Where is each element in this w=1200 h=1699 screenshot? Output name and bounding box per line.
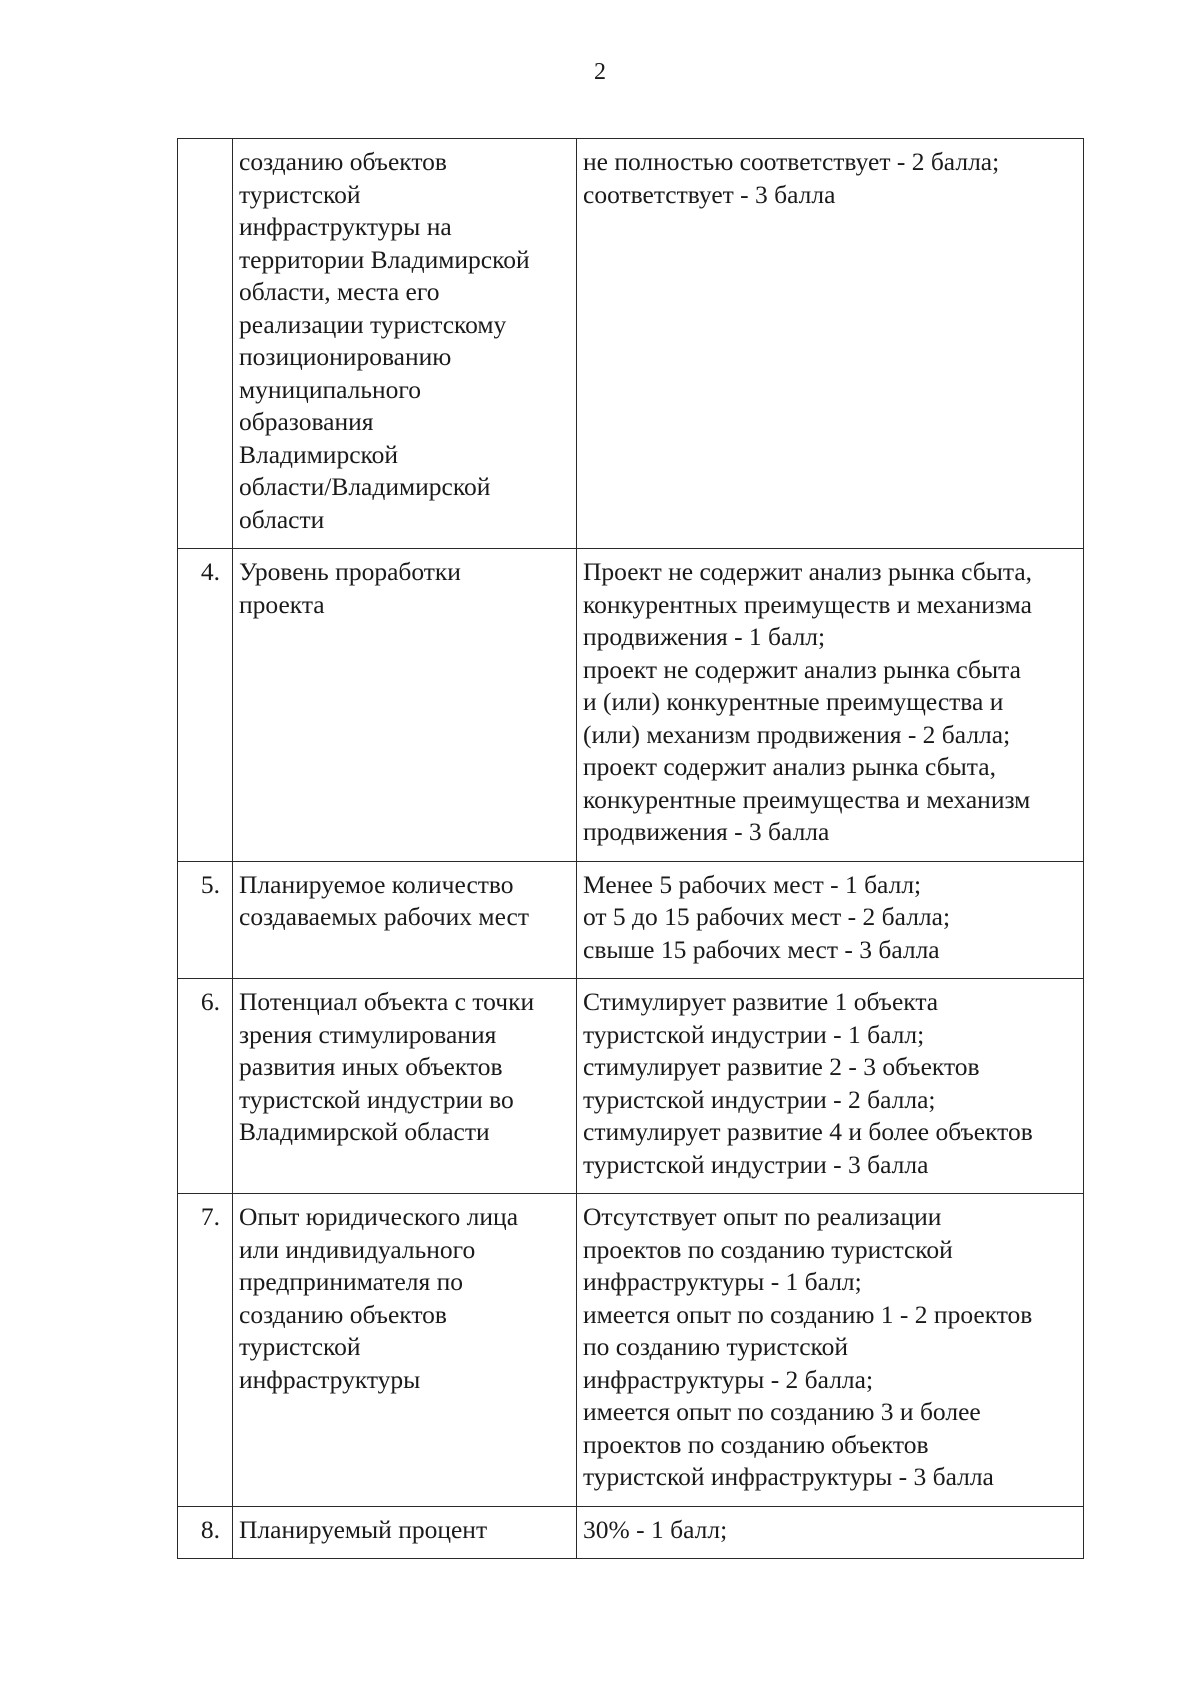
page-number: 2	[594, 59, 606, 85]
criterion-scores: 30% - 1 балл;	[577, 1506, 1084, 1559]
table-row	[178, 861, 1084, 979]
criterion-scores: Проект не содержит анализ рынка сбыта, конкурентных преимуществ и механизма продвижения - 1 балл; проект не содержит анализ рынка сбыта и (или) конкурентные преимущества и (или) механизм продвижения - 2 балла; проект содержит анализ рынка сбыта, конкурентные преимущества и механизм продвижения - 3 балла	[577, 549, 1084, 862]
criterion-name: Планируемый процент	[233, 1506, 577, 1559]
row-number: 6.	[178, 979, 233, 1194]
row-number: 8.	[178, 1506, 233, 1559]
criteria-table	[177, 138, 1084, 1559]
criterion-name: Планируемое количество создаваемых рабочих мест	[233, 861, 577, 979]
criterion-name: созданию объектов туристской инфраструктуры на территории Владимирской области, места его реализации туристскому позиционированию муниципального образования Владимирской области/Владимирской области	[233, 139, 577, 549]
table-row	[178, 1194, 1084, 1507]
criterion-name: Потенциал объекта с точки зрения стимулирования развития иных объектов туристской индустрии во Владимирской области	[233, 979, 577, 1194]
criterion-scores: Менее 5 рабочих мест - 1 балл; от 5 до 15 рабочих мест - 2 балла; свыше 15 рабочих мест - 3 балла	[577, 861, 1084, 979]
row-number: 7.	[178, 1194, 233, 1507]
table-row	[178, 1506, 1084, 1559]
table-row	[178, 549, 1084, 862]
row-number: 5.	[178, 861, 233, 979]
row-number	[178, 139, 233, 549]
criterion-name: Уровень проработки проекта	[233, 549, 577, 862]
criterion-name: Опыт юридического лица или индивидуального предпринимателя по созданию объектов туристской инфраструктуры	[233, 1194, 577, 1507]
criterion-scores: Отсутствует опыт по реализации проектов по созданию туристской инфраструктуры - 1 балл; имеется опыт по созданию 1 - 2 проектов по созданию туристской инфраструктуры - 2 балла; имеется опыт по созданию 3 и более проектов по созданию объектов туристской инфраструктуры - 3 балла	[577, 1194, 1084, 1507]
table-row	[178, 979, 1084, 1194]
row-number: 4.	[178, 549, 233, 862]
criterion-scores: Стимулирует развитие 1 объекта туристской индустрии - 1 балл; стимулирует развитие 2 - 3 объектов туристской индустрии - 2 балла; стимулирует развитие 4 и более объектов туристской индустрии - 3 балла	[577, 979, 1084, 1194]
table-row	[178, 139, 1084, 549]
criterion-scores: не полностью соответствует - 2 балла; соответствует - 3 балла	[577, 139, 1084, 549]
